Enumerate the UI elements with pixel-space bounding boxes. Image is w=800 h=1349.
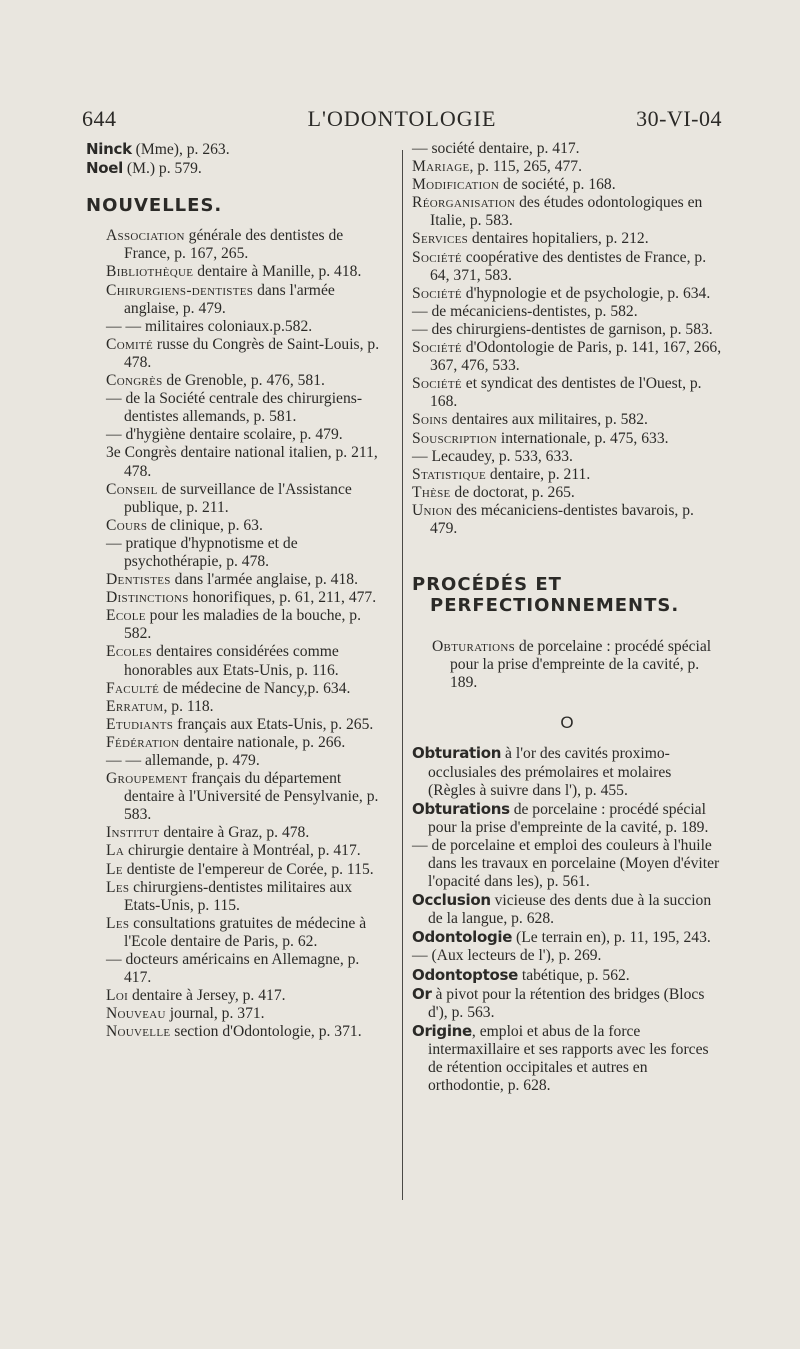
index-entry xyxy=(412,249,722,285)
entry-text: dans l'armée anglaise, p. 418. xyxy=(170,571,358,589)
entry-text: dentaire nationale, p. 266. xyxy=(179,733,346,751)
nouvelles-entries xyxy=(86,227,386,1041)
index-entry xyxy=(86,159,386,178)
entry-keyword: Dentistes xyxy=(106,571,171,589)
page-number: 644 xyxy=(82,106,117,131)
index-entry xyxy=(106,842,386,860)
entry-text: russe du Congrès de Saint-Louis, p. 478. xyxy=(124,335,380,371)
index-entry xyxy=(412,985,722,1022)
entry-text: dentaire, p. 211. xyxy=(486,465,591,483)
entry-keyword: Faculté xyxy=(106,679,160,697)
index-entry xyxy=(106,1005,386,1023)
index-entry xyxy=(106,1023,386,1041)
entry-keyword: Comité xyxy=(106,335,154,353)
entry-keyword: Bibliothèque xyxy=(106,263,194,281)
index-entry xyxy=(412,837,722,891)
entry-text: français du département dentaire à l'Université de Pensylvanie, p. 583. xyxy=(124,770,379,824)
entry-text: — société dentaire, p. 417. xyxy=(412,140,580,157)
entry-text: de doctorat, p. 265. xyxy=(450,483,575,501)
right-top-entries xyxy=(412,140,722,538)
index-entry xyxy=(106,517,386,535)
entry-keyword: Les xyxy=(106,878,130,896)
entry-text: dentaires considérées comme honorables aux Etats-Unis, p. 116. xyxy=(124,643,339,679)
entry-keyword: Le xyxy=(106,860,123,878)
entry-text: dentaire à Jersey, p. 417. xyxy=(128,987,286,1005)
index-entry xyxy=(106,372,386,390)
index-entry xyxy=(412,321,722,339)
index-entry xyxy=(106,770,386,824)
entry-text: , p. 118. xyxy=(163,697,214,715)
entry-keyword: Association xyxy=(106,227,185,245)
entry-text: de clinique, p. 63. xyxy=(147,516,263,534)
entry-keyword: Modification xyxy=(412,176,500,194)
entry-keyword: Nouvelle xyxy=(106,1023,171,1041)
index-entry xyxy=(106,535,386,571)
entry-text: — de mécaniciens-dentistes, p. 582. xyxy=(412,302,638,320)
entry-keyword: Odontologie xyxy=(412,928,513,947)
index-entry xyxy=(106,951,386,987)
index-entry xyxy=(106,734,386,752)
entry-keyword: Obturation xyxy=(412,744,502,763)
entry-text: — de porcelaine et emploi des couleurs à l'huile dans les travaux en porcelaine (Moyen d'éviter l'opacité dans les), p. 561. xyxy=(412,836,720,891)
entry-text: dentaire à Graz, p. 478. xyxy=(159,824,310,842)
entry-text: dentaires aux militaires, p. 582. xyxy=(447,411,648,429)
entry-keyword: Nouveau xyxy=(106,1005,166,1023)
entry-keyword: Odontoptose xyxy=(412,965,518,984)
entry-text: , p. 115, 265, 477. xyxy=(469,158,583,176)
entry-text: chirurgiens-dentistes militaires aux Etats-Unis, p. 115. xyxy=(124,878,353,914)
entry-keyword: Services xyxy=(412,230,469,248)
index-entry xyxy=(412,928,722,947)
index-entry xyxy=(86,140,386,159)
entry-keyword: Institut xyxy=(106,824,160,842)
index-entry xyxy=(412,947,722,965)
index-entry xyxy=(412,484,722,502)
entry-text: de surveillance de l'Assistance publique, p. 211. xyxy=(124,480,352,516)
entry-text: — docteurs américains en Allemagne, p. 417. xyxy=(106,951,360,987)
entry-keyword: Ecoles xyxy=(106,643,153,661)
entry-keyword: Congrès xyxy=(106,372,163,390)
entry-text: de porcelaine : procédé spécial pour la prise d'empreinte de la cavité, p. 189. xyxy=(428,800,709,836)
entry-text: coopérative des dentistes de France, p. 64, 371, 583. xyxy=(430,248,707,284)
entry-keyword: Groupement xyxy=(106,770,188,788)
section-heading-procedes: PROCÉDÉS ET PERFECTIONNEMENTS. xyxy=(412,574,680,617)
index-entry xyxy=(106,444,386,480)
running-head xyxy=(82,106,722,136)
procedes-entries xyxy=(412,638,722,692)
index-entry xyxy=(412,1022,722,1095)
index-entry xyxy=(106,861,386,879)
entry-text: tabétique, p. 562. xyxy=(517,966,630,984)
entry-text: dans l'armée anglaise, p. 479. xyxy=(124,281,335,317)
index-entry xyxy=(412,502,722,538)
index-entry xyxy=(412,303,722,321)
entry-keyword: Société xyxy=(412,339,462,357)
left-top-entries xyxy=(86,140,386,178)
index-entry xyxy=(412,430,722,448)
entry-keyword: La xyxy=(106,842,125,860)
index-entry xyxy=(106,752,386,770)
index-entry xyxy=(412,744,722,799)
entry-text: internationale, p. 475, 633. xyxy=(497,429,669,447)
index-entry xyxy=(106,282,386,318)
entry-keyword: Souscription xyxy=(412,429,498,447)
entry-keyword: Les xyxy=(106,914,130,932)
index-entry xyxy=(106,390,386,426)
entry-keyword: Obturations xyxy=(412,799,510,818)
entry-text: 3e Congrès dentaire national italien, p. 211, 478. xyxy=(106,444,378,480)
index-entry xyxy=(106,481,386,517)
entry-keyword: Origine xyxy=(412,1021,472,1040)
entry-text: d'hypnologie et de psychologie, p. 634. xyxy=(461,284,711,302)
entry-keyword: Etudiants xyxy=(106,715,174,733)
entry-text: — des chirurgiens-dentistes de garnison, p. 583. xyxy=(412,320,713,338)
entry-keyword: Statistique xyxy=(412,465,487,483)
index-entry xyxy=(412,158,722,176)
entry-text: — de la Société centrale des chirurgiens-dentistes allemands, p. 581. xyxy=(106,390,363,426)
entry-text: section d'Odontologie, p. 371. xyxy=(170,1023,362,1041)
entry-text: , emploi et abus de la force intermaxillaire et ses rapports avec les forces de rétention occipitales et autres en orthodontie, p. 628. xyxy=(428,1022,709,1095)
index-entry xyxy=(432,638,722,692)
index-entry xyxy=(106,915,386,951)
entry-keyword: Noel xyxy=(86,159,123,178)
entry-text: de Grenoble, p. 476, 581. xyxy=(162,372,325,390)
index-entry xyxy=(106,698,386,716)
index-entry xyxy=(412,230,722,248)
entry-text: générale des dentistes de France, p. 167, 265. xyxy=(124,227,344,263)
entry-keyword: Union xyxy=(412,501,453,519)
index-entry xyxy=(412,800,722,837)
index-entry xyxy=(412,448,722,466)
entry-keyword: Loi xyxy=(106,987,129,1005)
entry-text: consultations gratuites de médecine à l'Ecole dentaire de Paris, p. 62. xyxy=(124,914,367,950)
entry-keyword: Erratum xyxy=(106,697,164,715)
index-entry xyxy=(412,285,722,303)
entry-keyword: Cours xyxy=(106,516,148,534)
index-entry xyxy=(106,571,386,589)
index-entry xyxy=(106,824,386,842)
index-entry xyxy=(106,680,386,698)
entry-text: de médecine de Nancy,p. 634. xyxy=(159,679,351,697)
entry-text: chirurgie dentaire à Montréal, p. 417. xyxy=(124,842,361,860)
entry-text: (M.) p. 579. xyxy=(122,160,202,178)
entry-keyword: Or xyxy=(412,984,432,1003)
entry-keyword: Obturations xyxy=(432,638,516,656)
index-entry xyxy=(412,966,722,985)
index-entry xyxy=(412,411,722,429)
entry-keyword: Société xyxy=(412,284,462,302)
entry-text: à pivot pour la rétention des bridges (Blocs d'), p. 563. xyxy=(428,985,705,1021)
index-entry xyxy=(412,194,722,230)
index-entry xyxy=(106,227,386,263)
entry-keyword: Réorganisation xyxy=(412,194,516,212)
entry-keyword: Ecole xyxy=(106,607,146,625)
right-column xyxy=(412,140,722,1095)
entry-keyword: Société xyxy=(412,375,462,393)
entry-keyword: Distinctions xyxy=(106,589,189,607)
entry-text: à l'or des cavités proximo-occlusiales des prémolaires et molaires (Règles à suivre dans l'), p. 455. xyxy=(428,745,672,799)
index-entry xyxy=(106,318,386,336)
entry-text: pour les maladies de la bouche, p. 582. xyxy=(124,607,361,643)
index-entry xyxy=(106,426,386,444)
index-entry xyxy=(106,716,386,734)
entry-keyword: Fédération xyxy=(106,733,180,751)
entry-text: (Mme), p. 263. xyxy=(131,141,230,158)
letter-o-entries xyxy=(412,744,722,1095)
index-entry xyxy=(106,987,386,1005)
entry-text: et syndicat des dentistes de l'Ouest, p. 168. xyxy=(430,375,702,411)
entry-text: des mécaniciens-dentistes bavarois, p. 479. xyxy=(430,501,694,537)
entry-text: de porcelaine : procédé spécial pour la prise d'empreinte de la cavité, p. 189. xyxy=(450,638,712,692)
entry-text: vicieuse des dents due à la succion de la langue, p. 628. xyxy=(428,892,712,928)
entry-keyword: Société xyxy=(412,248,462,266)
entry-text: dentaire à Manille, p. 418. xyxy=(193,263,362,281)
left-column xyxy=(86,140,386,1042)
entry-text: — — militaires coloniaux.p.582. xyxy=(106,317,313,335)
entry-text: de société, p. 168. xyxy=(499,176,616,194)
index-entry xyxy=(106,336,386,372)
entry-keyword: Chirurgiens-dentistes xyxy=(106,281,254,299)
entry-text: français aux Etats-Unis, p. 265. xyxy=(173,715,374,733)
section-heading-nouvelles: NOUVELLES. xyxy=(86,195,223,217)
index-entry xyxy=(106,643,386,679)
entry-text: — pratique d'hypnotisme et de psychothérapie, p. 478. xyxy=(106,534,298,570)
entry-keyword: Ninck xyxy=(86,140,132,158)
issue-date: 30-VI-04 xyxy=(636,106,722,131)
entry-keyword: Conseil xyxy=(106,480,158,498)
index-entry xyxy=(106,589,386,607)
entry-keyword: Mariage xyxy=(412,158,470,176)
index-entry xyxy=(412,140,722,158)
journal-title: L'ODONTOLOGIE xyxy=(307,106,497,131)
index-entry xyxy=(412,339,722,375)
index-entry xyxy=(106,879,386,915)
column-divider xyxy=(402,150,403,1200)
entry-text: — d'hygiène dentaire scolaire, p. 479. xyxy=(106,426,343,444)
entry-text: — — allemande, p. 479. xyxy=(106,752,260,769)
entry-keyword: Thèse xyxy=(412,483,451,501)
entry-text: — (Aux lecteurs de l'), p. 269. xyxy=(412,947,602,965)
letter-heading: O xyxy=(560,713,574,733)
index-entry xyxy=(106,607,386,643)
index-entry xyxy=(412,466,722,484)
index-entry xyxy=(412,375,722,411)
entry-text: des études odontologiques en Italie, p. 583. xyxy=(430,194,703,230)
entry-text: d'Odontologie de Paris, p. 141, 167, 266, 367, 476, 533. xyxy=(430,339,722,375)
entry-text: — Lecaudey, p. 533, 633. xyxy=(412,447,573,465)
entry-text: (Le terrain en), p. 11, 195, 243. xyxy=(512,929,711,947)
entry-text: dentiste de l'empereur de Corée, p. 115. xyxy=(122,860,374,878)
entry-text: dentaires hopitaliers, p. 212. xyxy=(468,230,649,248)
entry-keyword: Occlusion xyxy=(412,891,491,910)
index-entry xyxy=(412,891,722,928)
entry-keyword: Soins xyxy=(412,411,448,429)
entry-text: honorifiques, p. 61, 211, 477. xyxy=(188,589,377,607)
entry-text: journal, p. 371. xyxy=(165,1005,265,1023)
index-entry xyxy=(412,176,722,194)
index-entry xyxy=(106,263,386,281)
